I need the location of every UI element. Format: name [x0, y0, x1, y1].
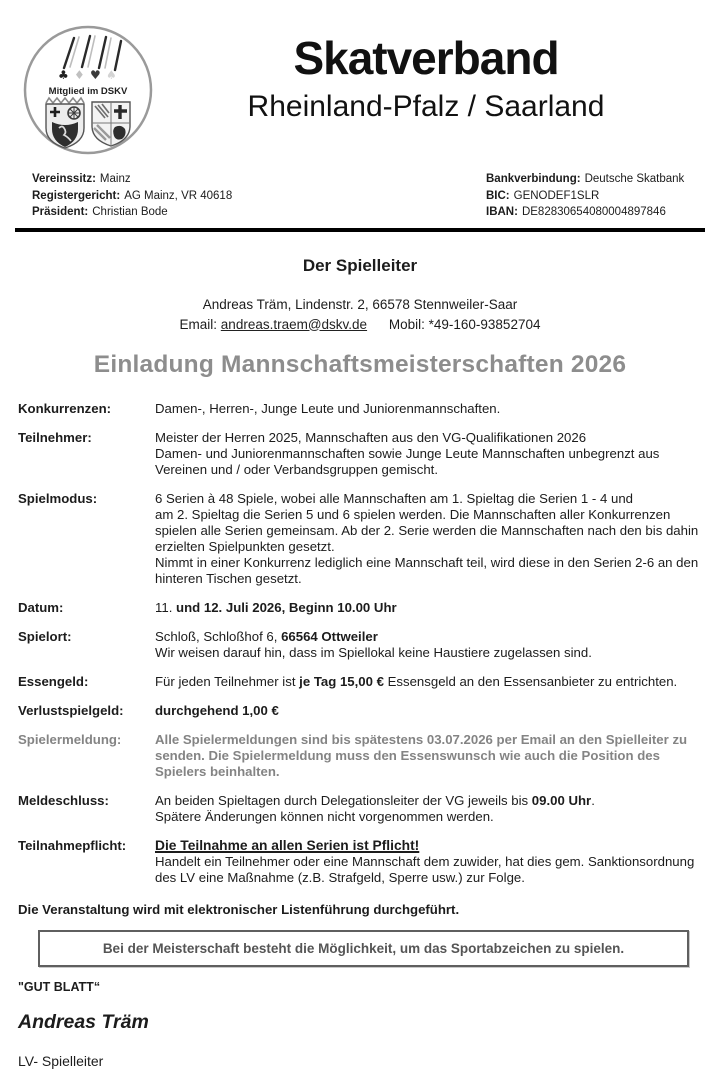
skatverband-logo [0, 24, 178, 161]
section-teilnahmepflicht [18, 838, 704, 886]
datum-bold: und 12. Juli 2026, Beginn 10.00 Uhr [176, 599, 397, 615]
diamond-suit-icon: ♦ [74, 68, 85, 82]
org-info-right [486, 171, 704, 221]
meldeschluss-line1 [155, 793, 704, 809]
spade-suit-icon: ♠ [106, 68, 117, 82]
gut-blatt-greeting: "GUT BLATT“ [18, 979, 101, 994]
sportabzeichen-text: Bei der Meisterschaft besteht die Möglichkeit, um das Sportabzeichen zu spielen. [102, 940, 625, 956]
section-essengeld [18, 674, 704, 690]
bic-value: GENODEF1SLR [513, 189, 600, 202]
meldeschluss-part3: . [591, 792, 595, 808]
section-meldeschluss [18, 793, 704, 825]
section-spielermeldung [18, 732, 704, 780]
verlustspielgeld-label: Verlustspielgeld: [18, 702, 124, 718]
registergericht-label: Registergericht: [32, 189, 121, 202]
section-spielort [18, 629, 704, 661]
spielort-street: Schloß, Schloßhof 6, [155, 628, 282, 644]
text-line: Vereinen und / oder Verbandsgruppen gemischt. [155, 461, 438, 477]
heart-suit-icon: ♥ [90, 68, 101, 82]
spielleiter-contact [0, 317, 720, 332]
logo-member-text: Mitglied im DSKV [48, 86, 128, 97]
sections [18, 401, 704, 886]
iban-value: DE82830654080004897846 [521, 206, 666, 218]
essengeld-part3: Essensgeld an den Essensanbieter zu entrichten. [383, 673, 678, 689]
text-line: Nimmt in einer Konkurrenz lediglich eine Mannschaft teil, wird diese in den Serien 2-6 an den [155, 554, 699, 570]
section-teilnehmer [18, 430, 704, 478]
spielmodus-label: Spielmodus: [18, 490, 98, 506]
text-line: Damen- und Juniorenmannschaften sowie Junge Leute Mannschaften unbegrenzt aus [155, 445, 660, 461]
signature-name: Andreas Träm [18, 1010, 149, 1033]
coat-of-arms-saarland [92, 102, 130, 146]
section-verlustspielgeld [18, 703, 704, 719]
essengeld-label: Essengeld: [18, 673, 89, 689]
bic-label: BIC: [486, 189, 510, 202]
verlustspielgeld-value: durchgehend 1,00 € [155, 702, 279, 718]
text-line: hinteren Tischen gesetzt. [155, 570, 302, 586]
text-line: Meister der Herren 2025, Mannschaften aus den VG-Qualifikationen 2026 [155, 429, 587, 445]
text-line: Spätere Änderungen können nicht vorgenommen werden. [155, 808, 494, 824]
text-line: Handelt ein Teilnehmer oder eine Mannschaft dem zuwider, hat dies gem. Sanktionsordnung [155, 853, 695, 869]
bank-value: Deutsche Skatbank [584, 173, 685, 185]
spielort-label: Spielort: [18, 628, 72, 644]
essengeld-part1: Für jeden Teilnehmer ist [155, 673, 300, 689]
text-line: Alle Spielermeldungen sind bis spätestens 03.07.2026 per Email an den Spielleiter zu [155, 731, 688, 747]
datum-prefix: 11. [155, 599, 177, 615]
text-line: Spielers beinhalten. [155, 763, 280, 779]
spielleiter-address: Andreas Träm, Lindenstr. 2, 66578 Stennweiler-Saar [202, 296, 518, 312]
teilnehmer-label: Teilnehmer: [18, 429, 92, 445]
org-subtitle: Rheinland-Pfalz / Saarland [247, 90, 605, 124]
praesident-value: Christian Bode [92, 206, 168, 218]
org-title: Skatverband [293, 32, 559, 84]
coat-of-arms-rlp [46, 98, 84, 148]
spielort-line1 [155, 629, 704, 645]
datum-label: Datum: [18, 599, 64, 615]
email-label: Email: [179, 316, 218, 332]
bank-label: Bankverbindung: [486, 173, 581, 185]
mobile-value: *49-160-93852704 [428, 316, 541, 332]
skatverband-logo-graphic [22, 24, 154, 156]
text-line: erzielten Spielpunkten gesetzt. [155, 538, 335, 554]
vereinssitz-label: Vereinssitz: [32, 173, 96, 185]
section-datum [18, 600, 704, 616]
vereinssitz-value: Mainz [99, 173, 131, 185]
teilnahmepflicht-headline: Die Teilnahme an allen Serien ist Pflicht! [155, 837, 420, 853]
praesident-label: Präsident: [32, 206, 89, 218]
text-line: am 2. Spieltag die Serien 5 und 6 spielen werden. Die Mannschaften aller Konkurrenzen [155, 506, 671, 522]
mobile-label: Mobil: [388, 316, 425, 332]
elektronisch-note: Die Veranstaltung wird mit elektronischer Listenführung durchgeführt. [18, 901, 460, 917]
text-line: senden. Die Spielermeldung muss den Essenswunsch wie auch die Position des [155, 747, 660, 763]
club-suit-icon: ♣ [58, 68, 69, 82]
spielort-city-bold: 66564 Ottweiler [281, 628, 378, 644]
header-divider [15, 228, 705, 232]
signature-role: LV- Spielleiter [18, 1052, 104, 1069]
text-line: 6 Serien à 48 Spiele, wobei alle Mannschaften am 1. Spieltag die Serien 1 - 4 und [155, 490, 633, 506]
text-line: des LV eine Maßnahme (z.B. Strafgeld, Sperre usw.) zur Folge. [155, 869, 525, 885]
section-konkurrenzen [18, 401, 704, 417]
essengeld-amount-bold: je Tag 15,00 € [299, 673, 384, 689]
registergericht-value: AG Mainz, VR 40618 [124, 189, 233, 202]
datum-value [155, 600, 704, 616]
masthead [0, 0, 720, 161]
org-info-left [32, 171, 232, 221]
meldeschluss-label: Meldeschluss: [18, 792, 109, 808]
spielleiter-heading: Der Spielleiter [302, 255, 418, 275]
iban-label: IBAN: [486, 206, 518, 218]
invitation-title: Einladung Mannschaftsmeisterschaften 2026 [93, 350, 627, 378]
text-line: spielen alle Serien gemeinsam. Ab der 2. Serie werden die Mannschaften nach den bis dahin [155, 522, 699, 538]
teilnahmepflicht-label: Teilnahmepflicht: [18, 837, 127, 853]
masthead-titles [178, 24, 720, 161]
meldeschluss-part1: An beiden Spieltagen durch Delegationsleiter der VG jeweils bis [155, 792, 532, 808]
spielermeldung-label: Spielermeldung: [18, 731, 122, 747]
email-link[interactable]: andreas.traem@dskv.de [220, 316, 368, 332]
meldeschluss-time-bold: 09.00 Uhr [531, 792, 592, 808]
text-line: Damen-, Herren-, Junge Leute und Juniorenmannschaften. [155, 400, 501, 416]
org-info-row [32, 171, 704, 221]
essengeld-value [155, 674, 704, 690]
text-line: Wir weisen darauf hin, dass im Spiellokal keine Haustiere zugelassen sind. [155, 644, 592, 660]
konkurrenzen-label: Konkurrenzen: [18, 400, 112, 416]
section-spielmodus [18, 491, 704, 587]
sportabzeichen-box [38, 930, 689, 967]
